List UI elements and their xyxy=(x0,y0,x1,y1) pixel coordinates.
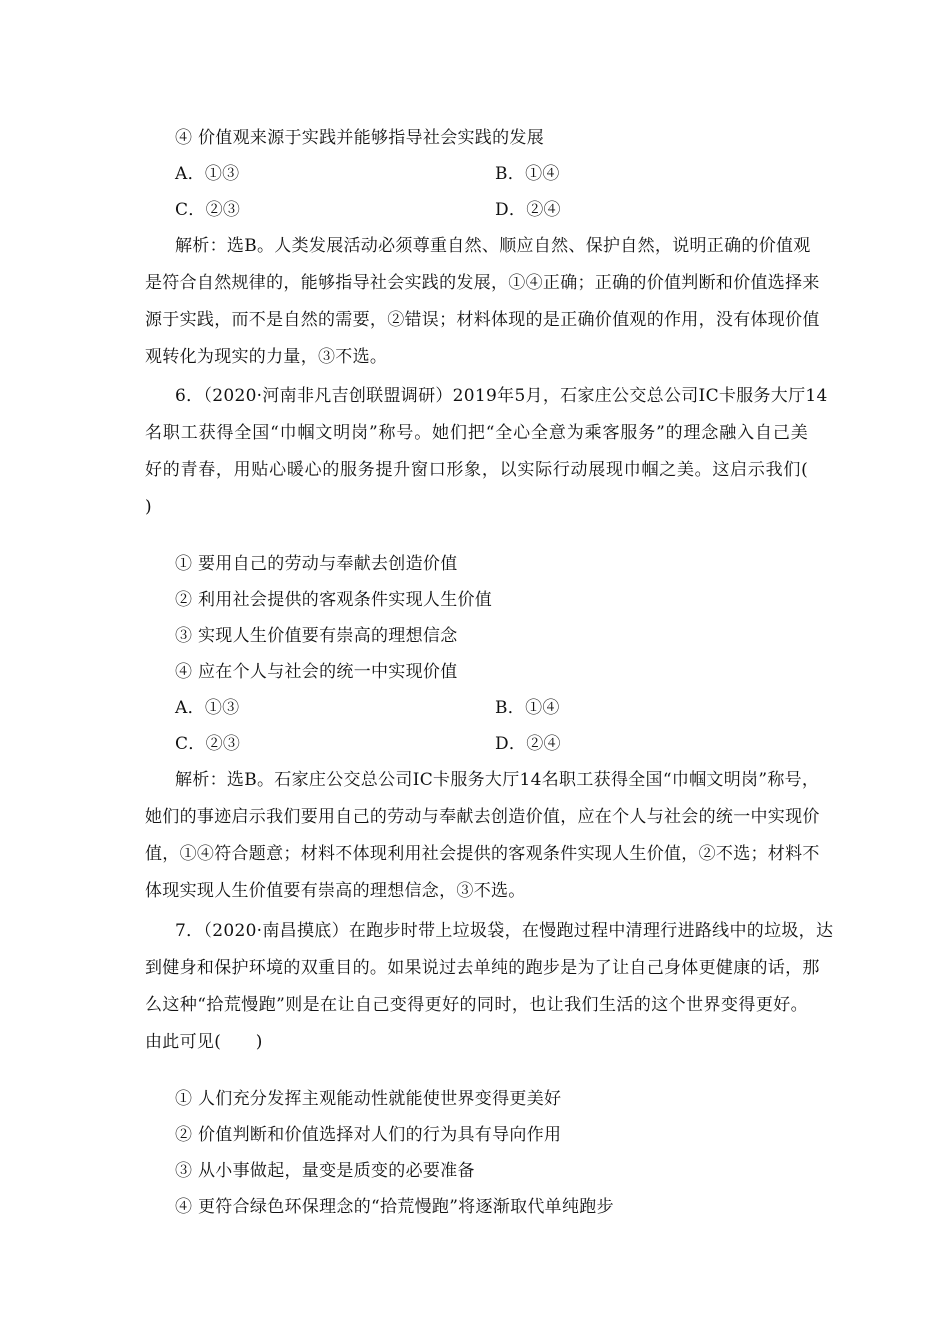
q6-option-4: ④ 应在个人与社会的统一中实现价值 xyxy=(175,662,458,682)
q5-choice-c: C．②③ xyxy=(175,200,241,220)
q6-option-3: ③ 实现人生价值要有崇高的理想信念 xyxy=(175,626,458,646)
q6-stem-line: 6．（2020·河南非凡吉创联盟调研）2019年5月，石家庄公交总公司IC卡服务大厅14 xyxy=(175,386,828,406)
q7-option-3: ③ 从小事做起，量变是质变的必要准备 xyxy=(175,1161,475,1181)
q7-stem-line: 么这种“拾荒慢跑”则是在让自己变得更好的同时，也让我们生活的这个世界变得更好。 xyxy=(145,995,808,1015)
q6-choice-a: A．①③ xyxy=(175,698,240,718)
q6-option-1: ① 要用自己的劳动与奉献去创造价值 xyxy=(175,554,458,574)
q6-choice-b: B．①④ xyxy=(495,698,560,718)
q6-choice-c: C．②③ xyxy=(175,734,241,754)
q6-choice-d: D．②④ xyxy=(495,734,561,754)
q5-analysis-line: 是符合自然规律的，能够指导社会实践的发展，①④正确；正确的价值判断和价值选择来 xyxy=(145,273,820,293)
q7-stem-line: 7．（2020·南昌摸底）在跑步时带上垃圾袋，在慢跑过程中清理行进路线中的垃圾，达 xyxy=(175,921,834,941)
q6-stem-line: ) xyxy=(145,497,152,517)
q7-option-4: ④ 更符合绿色环保理念的“拾荒慢跑”将逐渐取代单纯跑步 xyxy=(175,1197,614,1217)
q7-option-2: ② 价值判断和价值选择对人们的行为具有导向作用 xyxy=(175,1125,562,1145)
q6-analysis-line: 解析：选B。石家庄公交总公司IC卡服务大厅14名职工获得全国“巾帼文明岗”称号， xyxy=(175,770,820,790)
q6-stem-line: 好的青春，用贴心暖心的服务提升窗口形象，以实际行动展现巾帼之美。这启示我们( xyxy=(145,460,808,480)
q5-choice-b: B．①④ xyxy=(495,164,560,184)
q5-choice-d: D．②④ xyxy=(495,200,561,220)
q6-option-2: ② 利用社会提供的客观条件实现人生价值 xyxy=(175,590,493,610)
q6-stem-line: 名职工获得全国“巾帼文明岗”称号。她们把“全心全意为乘客服务”的理念融入自己美 xyxy=(145,423,808,443)
q7-stem-line: 由此可见( ) xyxy=(145,1032,263,1052)
q6-analysis-line: 她们的事迹启示我们要用自己的劳动与奉献去创造价值，应在个人与社会的统一中实现价 xyxy=(145,807,820,827)
q5-analysis-line: 观转化为现实的力量，③不选。 xyxy=(145,347,388,367)
q6-analysis-line: 值，①④符合题意；材料不体现利用社会提供的客观条件实现人生价值，②不选；材料不 xyxy=(145,844,820,864)
q7-stem-line: 到健身和保护环境的双重目的。如果说过去单纯的跑步是为了让自己身体更健康的话，那 xyxy=(145,958,820,978)
q5-analysis-line: 源于实践，而不是自然的需要，②错误；材料体现的是正确价值观的作用，没有体现价值 xyxy=(145,310,820,330)
q7-option-1: ① 人们充分发挥主观能动性就能使世界变得更美好 xyxy=(175,1089,562,1109)
q6-analysis-line: 体现实现人生价值要有崇高的理想信念，③不选。 xyxy=(145,881,526,901)
q5-option-4: ④ 价值观来源于实践并能够指导社会实践的发展 xyxy=(175,128,545,148)
q5-choice-a: A．①③ xyxy=(175,164,240,184)
q5-analysis-line: 解析：选B。人类发展活动必须尊重自然、顺应自然、保护自然，说明正确的价值观 xyxy=(175,236,811,256)
